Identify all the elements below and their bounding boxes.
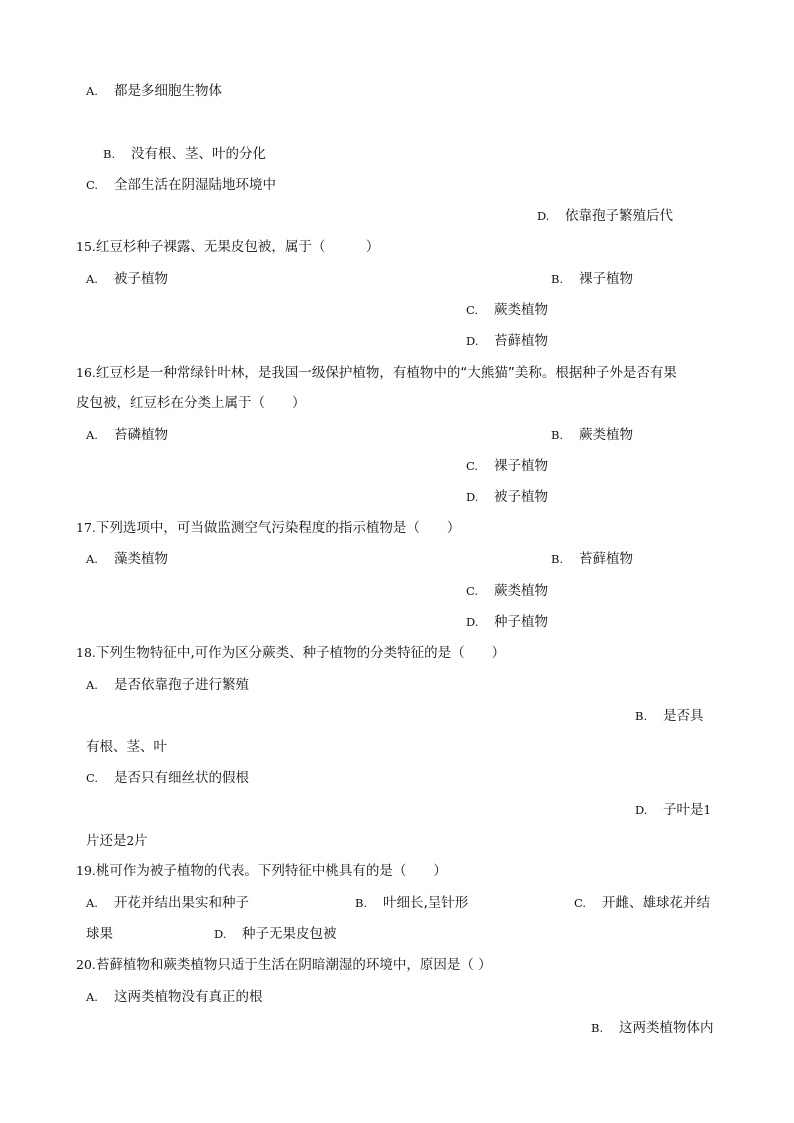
- option-letter: C.: [466, 459, 479, 473]
- q18-stem: [76, 644, 505, 662]
- option-letter: D.: [466, 334, 479, 348]
- option-letter: A.: [86, 552, 98, 566]
- question-number: 15.: [76, 239, 96, 254]
- option-letter: C.: [86, 771, 99, 785]
- q19-option-a: [86, 894, 249, 912]
- q14-option-a: [86, 82, 222, 100]
- q18-option-d: [635, 801, 711, 819]
- q20-option-a: [86, 988, 263, 1006]
- q17-option-a: [86, 550, 168, 568]
- option-text: 苔藓植物: [579, 551, 633, 567]
- option-text: 蕨类植物: [494, 302, 548, 318]
- option-text: 蕨类植物: [494, 583, 548, 599]
- option-text: 依靠孢子繁殖后代: [565, 208, 673, 224]
- option-text: 是否只有细丝状的假根: [114, 770, 249, 786]
- q18-option-a: [86, 676, 249, 694]
- q16-stem-line1: [76, 364, 677, 382]
- q14-option-d: [537, 207, 673, 225]
- option-letter: A.: [86, 272, 98, 286]
- option-letter: D.: [466, 615, 479, 629]
- option-letter: A.: [86, 990, 98, 1004]
- option-text: 蕨类植物: [579, 427, 633, 443]
- option-text: 裸子植物: [579, 271, 633, 287]
- option-letter: B.: [103, 147, 116, 161]
- question-number: 18.: [76, 645, 96, 660]
- option-number: 1: [703, 803, 712, 817]
- option-text-continued: 片: [134, 833, 148, 849]
- question-text: 红豆杉种子裸露、无果皮包被，属于（ ）: [95, 239, 380, 255]
- question-number: 16.: [76, 365, 96, 380]
- q17-option-c: [466, 582, 548, 600]
- q16-option-d: [466, 488, 548, 506]
- q19-option-c: [574, 894, 710, 912]
- option-letter: C.: [466, 584, 479, 598]
- option-text: 全部生活在阴湿陆地环境中: [114, 177, 276, 193]
- option-number: 2: [126, 834, 135, 848]
- q17-option-b: [551, 550, 633, 568]
- option-text: 苔藓植物: [494, 333, 548, 349]
- q19-option-b: [355, 894, 468, 912]
- q18-option-c: [86, 769, 249, 787]
- q18-option-b-wrap: [86, 738, 167, 756]
- q19-stem: [76, 862, 447, 880]
- option-text: 这两类植物体内: [619, 1020, 714, 1036]
- q20-stem: [76, 956, 492, 974]
- option-text: 开花并结出果实和种子: [114, 895, 249, 911]
- q16-option-b: [551, 426, 633, 444]
- question-text: 桃可作为被子植物的代表。下列特征中桃具有的是（ ）: [95, 863, 447, 879]
- option-letter: B.: [635, 709, 648, 723]
- option-letter: D.: [214, 927, 227, 941]
- q15-option-c: [466, 301, 548, 319]
- option-text: 是否依靠孢子进行繁殖: [114, 677, 249, 693]
- option-letter: B.: [591, 1021, 604, 1035]
- q18-option-d-wrap: [86, 832, 148, 850]
- option-letter: B.: [355, 896, 368, 910]
- q15-option-d: [466, 332, 548, 350]
- option-letter: C.: [466, 303, 479, 317]
- q15-stem: [76, 238, 379, 256]
- option-letter: B.: [551, 552, 564, 566]
- option-text: 种子无果皮包被: [242, 926, 337, 942]
- question-text: 红豆杉是一种常绿针叶林，是我国一级保护植物，有植物中的“大熊猫”美称。根据种子外是否有果: [95, 365, 677, 381]
- q14-option-c: [86, 176, 276, 194]
- option-text: 种子植物: [494, 614, 548, 630]
- q19-option-d: [214, 925, 337, 943]
- option-letter: B.: [551, 428, 564, 442]
- q16-stem-line2: [76, 394, 306, 412]
- option-letter: A.: [86, 678, 98, 692]
- question-number: 19.: [76, 863, 96, 878]
- option-letter: A.: [86, 84, 98, 98]
- option-text: 裸子植物: [494, 458, 548, 474]
- option-text: 被子植物: [494, 489, 548, 505]
- option-letter: C.: [574, 896, 587, 910]
- question-text: 下列生物特征中,可作为区分蕨类、种子植物的分类特征的是（ ）: [95, 645, 506, 661]
- q17-option-d: [466, 613, 548, 631]
- option-text: 苔磷植物: [114, 427, 168, 443]
- option-text: 这两类植物没有真正的根: [114, 989, 263, 1005]
- option-text: 子叶是: [663, 802, 704, 818]
- q20-option-b: [591, 1019, 714, 1037]
- option-text: 没有根、茎、叶的分化: [131, 146, 266, 162]
- option-text-continued: 片还是: [86, 833, 127, 849]
- question-text: 皮包被，红豆杉在分类上属于（ ）: [76, 395, 306, 411]
- question-number: 20.: [76, 957, 96, 972]
- option-letter: A.: [86, 428, 98, 442]
- option-text: 都是多细胞生物体: [114, 83, 222, 99]
- option-letter: D.: [635, 803, 648, 817]
- option-letter: D.: [466, 490, 479, 504]
- option-text-continued: 球果: [86, 926, 113, 942]
- q16-option-c: [466, 457, 548, 475]
- option-letter: A.: [86, 896, 98, 910]
- q14-option-b: [103, 145, 266, 163]
- q16-option-a: [86, 426, 168, 444]
- option-text: 是否具: [663, 708, 704, 724]
- option-text: 叶细长,呈针形: [383, 895, 469, 911]
- option-text-continued: 有根、茎、叶: [86, 739, 167, 755]
- question-text: 下列选项中，可当做监测空气污染程度的指示植物是（ ）: [95, 520, 461, 536]
- q18-option-b: [635, 707, 704, 725]
- option-text: 被子植物: [114, 271, 168, 287]
- question-text: 苔藓植物和蕨类植物只适于生活在阴暗潮湿的环境中，原因是（ ）: [95, 957, 492, 973]
- option-letter: D.: [537, 209, 550, 223]
- option-letter: C.: [86, 178, 99, 192]
- question-number: 17.: [76, 520, 96, 535]
- q15-option-b: [551, 270, 633, 288]
- q15-option-a: [86, 270, 168, 288]
- option-text: 藻类植物: [114, 551, 168, 567]
- option-text: 开雌、雄球花并结: [602, 895, 710, 911]
- q17-stem: [76, 519, 460, 537]
- option-letter: B.: [551, 272, 564, 286]
- q19-option-c-wrap: [86, 925, 113, 943]
